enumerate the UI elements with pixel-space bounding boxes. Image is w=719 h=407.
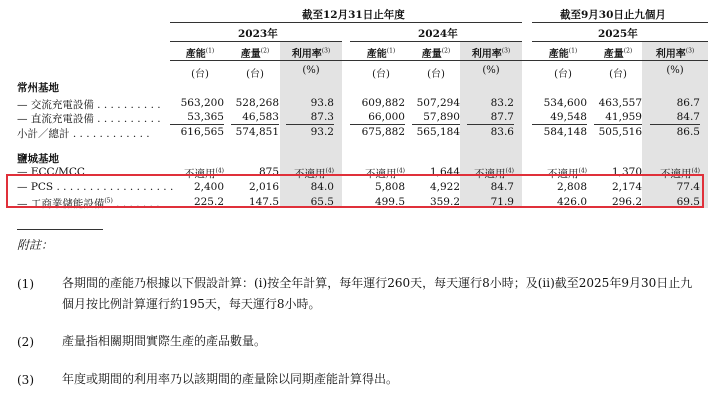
column-header-output-2024: 產量$^{(2)}$ xyxy=(421,47,451,60)
table-cell: 69.5 xyxy=(676,196,700,208)
table-cell: 2,808 xyxy=(556,181,587,193)
column-header-capacity-2025: 產能$^{(1)}$ xyxy=(548,47,578,60)
table-cell: 507,294 xyxy=(416,97,460,109)
table-cell: 499.5 xyxy=(374,196,405,208)
table-cell: 2,016 xyxy=(248,181,279,193)
unit-label: (台) xyxy=(609,69,627,80)
table-cell: 574,851 xyxy=(235,126,279,138)
table-cell: 46,583 xyxy=(242,111,279,123)
table-cell: 86.5 xyxy=(676,126,700,138)
table-cell: 463,557 xyxy=(598,97,642,109)
table-cell: 49,548 xyxy=(550,111,587,123)
table-cell: 426.0 xyxy=(556,196,587,208)
footnotes-title: 附註： xyxy=(17,238,54,252)
column-header-output-2025: 產量$^{(2)}$ xyxy=(603,47,633,60)
table-cell: 147.5 xyxy=(248,196,279,208)
rule-period-year xyxy=(170,22,522,23)
table-cell: 675,882 xyxy=(361,126,405,138)
year-2024: 2024年 xyxy=(418,28,458,40)
table-cell: 1,644 xyxy=(429,166,460,178)
table-cell: 359.2 xyxy=(429,196,460,208)
row-label: — 直流充電設備 . . . . . . . . . . xyxy=(17,113,161,125)
table-cell: 84.7 xyxy=(676,111,700,123)
unit-label: (%) xyxy=(482,65,500,76)
column-header-output-2023: 產量$^{(2)}$ xyxy=(240,47,270,60)
table-cell: 5,808 xyxy=(374,181,405,193)
table-cell: 609,882 xyxy=(361,97,405,109)
year-2025: 2025年 xyxy=(598,28,638,40)
subtotal-rule xyxy=(231,124,279,125)
rule-column-headers xyxy=(170,60,708,61)
row-label: — PCS . . . . . . . . . . . . . . . . . . xyxy=(17,181,174,193)
table-cell: 2,400 xyxy=(193,181,224,193)
table-cell: 565,184 xyxy=(416,126,460,138)
column-header-capacity-2024: 產能$^{(1)}$ xyxy=(366,47,396,60)
footnote-3-number: (3) xyxy=(17,373,34,387)
table-cell: 不適用$^{(4)}$ xyxy=(365,167,405,180)
row-label: — 工商業儲能設備$^{(5)}$ . . . . . . . xyxy=(17,197,160,210)
table-cell: 225.2 xyxy=(193,196,224,208)
table-cell: 53,365 xyxy=(187,111,224,123)
rule-year-2024 xyxy=(350,41,522,42)
unit-label: (台) xyxy=(191,69,209,80)
table-cell: 534,600 xyxy=(543,97,587,109)
table-cell: 4,922 xyxy=(429,181,460,193)
unit-label: (%) xyxy=(302,65,320,76)
table-cell: 528,268 xyxy=(235,97,279,109)
period-header-year: 截至12月31日止年度 xyxy=(302,9,405,21)
subtotal-rule xyxy=(286,124,334,125)
footnote-3-text: 年度或期間的利用率乃以該期間的產量除以同期產能計算得出。 xyxy=(62,372,399,386)
table-cell: 505,516 xyxy=(598,126,642,138)
table-cell: 93.2 xyxy=(310,126,334,138)
subtotal-rule xyxy=(532,124,587,125)
unit-label: (台) xyxy=(427,69,445,80)
subtotal-rule xyxy=(170,124,224,125)
table-cell: 83.6 xyxy=(490,126,514,138)
table-cell: 不適用$^{(4)}$ xyxy=(184,167,224,180)
subtotal-rule xyxy=(412,124,460,125)
subtotal-rule xyxy=(650,124,700,125)
column-header-utilisation-2023: 利用率$^{(3)}$ xyxy=(291,47,331,60)
table-cell: 不適用$^{(4)}$ xyxy=(660,167,700,180)
table-cell: 87.3 xyxy=(310,111,334,123)
table-cell: 84.0 xyxy=(310,181,334,193)
unit-label: (%) xyxy=(666,65,684,76)
unit-label: (台) xyxy=(246,69,264,80)
row-label: — ECC/MCC xyxy=(17,166,85,178)
subtotal-rule xyxy=(350,124,405,125)
highlight-box xyxy=(6,174,704,208)
table-cell: 57,890 xyxy=(423,111,460,123)
year-2023: 2023年 xyxy=(238,28,278,40)
unit-label: (台) xyxy=(554,69,572,80)
table-cell: 不適用$^{(4)}$ xyxy=(547,167,587,180)
table-cell: 875 xyxy=(258,166,279,178)
table-cell: 87.7 xyxy=(490,111,514,123)
table-cell: 563,200 xyxy=(180,97,224,109)
table-cell: 1,370 xyxy=(611,166,642,178)
table-cell: 71.9 xyxy=(490,196,514,208)
table-cell: 不適用$^{(4)}$ xyxy=(294,167,334,180)
subtotal-rule xyxy=(467,124,514,125)
subtotal-rule xyxy=(594,124,642,125)
table-cell: 296.2 xyxy=(611,196,642,208)
section-title-changzhou: 常州基地 xyxy=(17,82,59,94)
row-label: — 交流充電設備 . . . . . . . . . . xyxy=(17,99,161,111)
footnote-2-text: 產量指相關期間實際生產的產品數量。 xyxy=(62,334,267,348)
table-cell: 93.8 xyxy=(310,97,334,109)
table-cell: 2,174 xyxy=(611,181,642,193)
period-header-nine-months: 截至9月30日止九個月 xyxy=(560,9,666,21)
footnote-1-number: (1) xyxy=(17,277,34,291)
table-cell: 66,000 xyxy=(368,111,405,123)
column-header-utilisation-2024: 利用率$^{(3)}$ xyxy=(471,47,511,60)
table-cell: 86.7 xyxy=(676,97,700,109)
table-cell: 83.2 xyxy=(490,97,514,109)
footnote-divider xyxy=(17,229,103,230)
unit-label: (台) xyxy=(372,69,390,80)
rule-period-nine-months xyxy=(532,22,708,23)
column-header-capacity-2023: 產能$^{(1)}$ xyxy=(185,47,215,60)
table-cell: 77.4 xyxy=(676,181,700,193)
table-cell: 41,959 xyxy=(605,111,642,123)
column-header-utilisation-2025: 利用率$^{(3)}$ xyxy=(655,47,695,60)
section-title-yancheng: 鹽城基地 xyxy=(17,153,59,165)
table-cell: 不適用$^{(4)}$ xyxy=(474,167,514,180)
rule-year-2023 xyxy=(170,41,342,42)
table-cell: 65.5 xyxy=(310,196,334,208)
row-label: 小計／總計 . . . . . . . . . . . . xyxy=(17,128,150,140)
table-cell: 616,565 xyxy=(180,126,224,138)
footnote-1-text: 各期間的產能乃根據以下假設計算：(i)按全年計算，每年運行260天，每天運行8小時；及(ii)截至2025年9月30日止九個月按比例計算運行約195天，每天運行8小時。 xyxy=(62,276,693,311)
table-cell: 584,148 xyxy=(543,126,587,138)
footnote-2-number: (2) xyxy=(17,335,34,349)
rule-year-2025 xyxy=(532,41,708,42)
table-cell: 84.7 xyxy=(490,181,514,193)
